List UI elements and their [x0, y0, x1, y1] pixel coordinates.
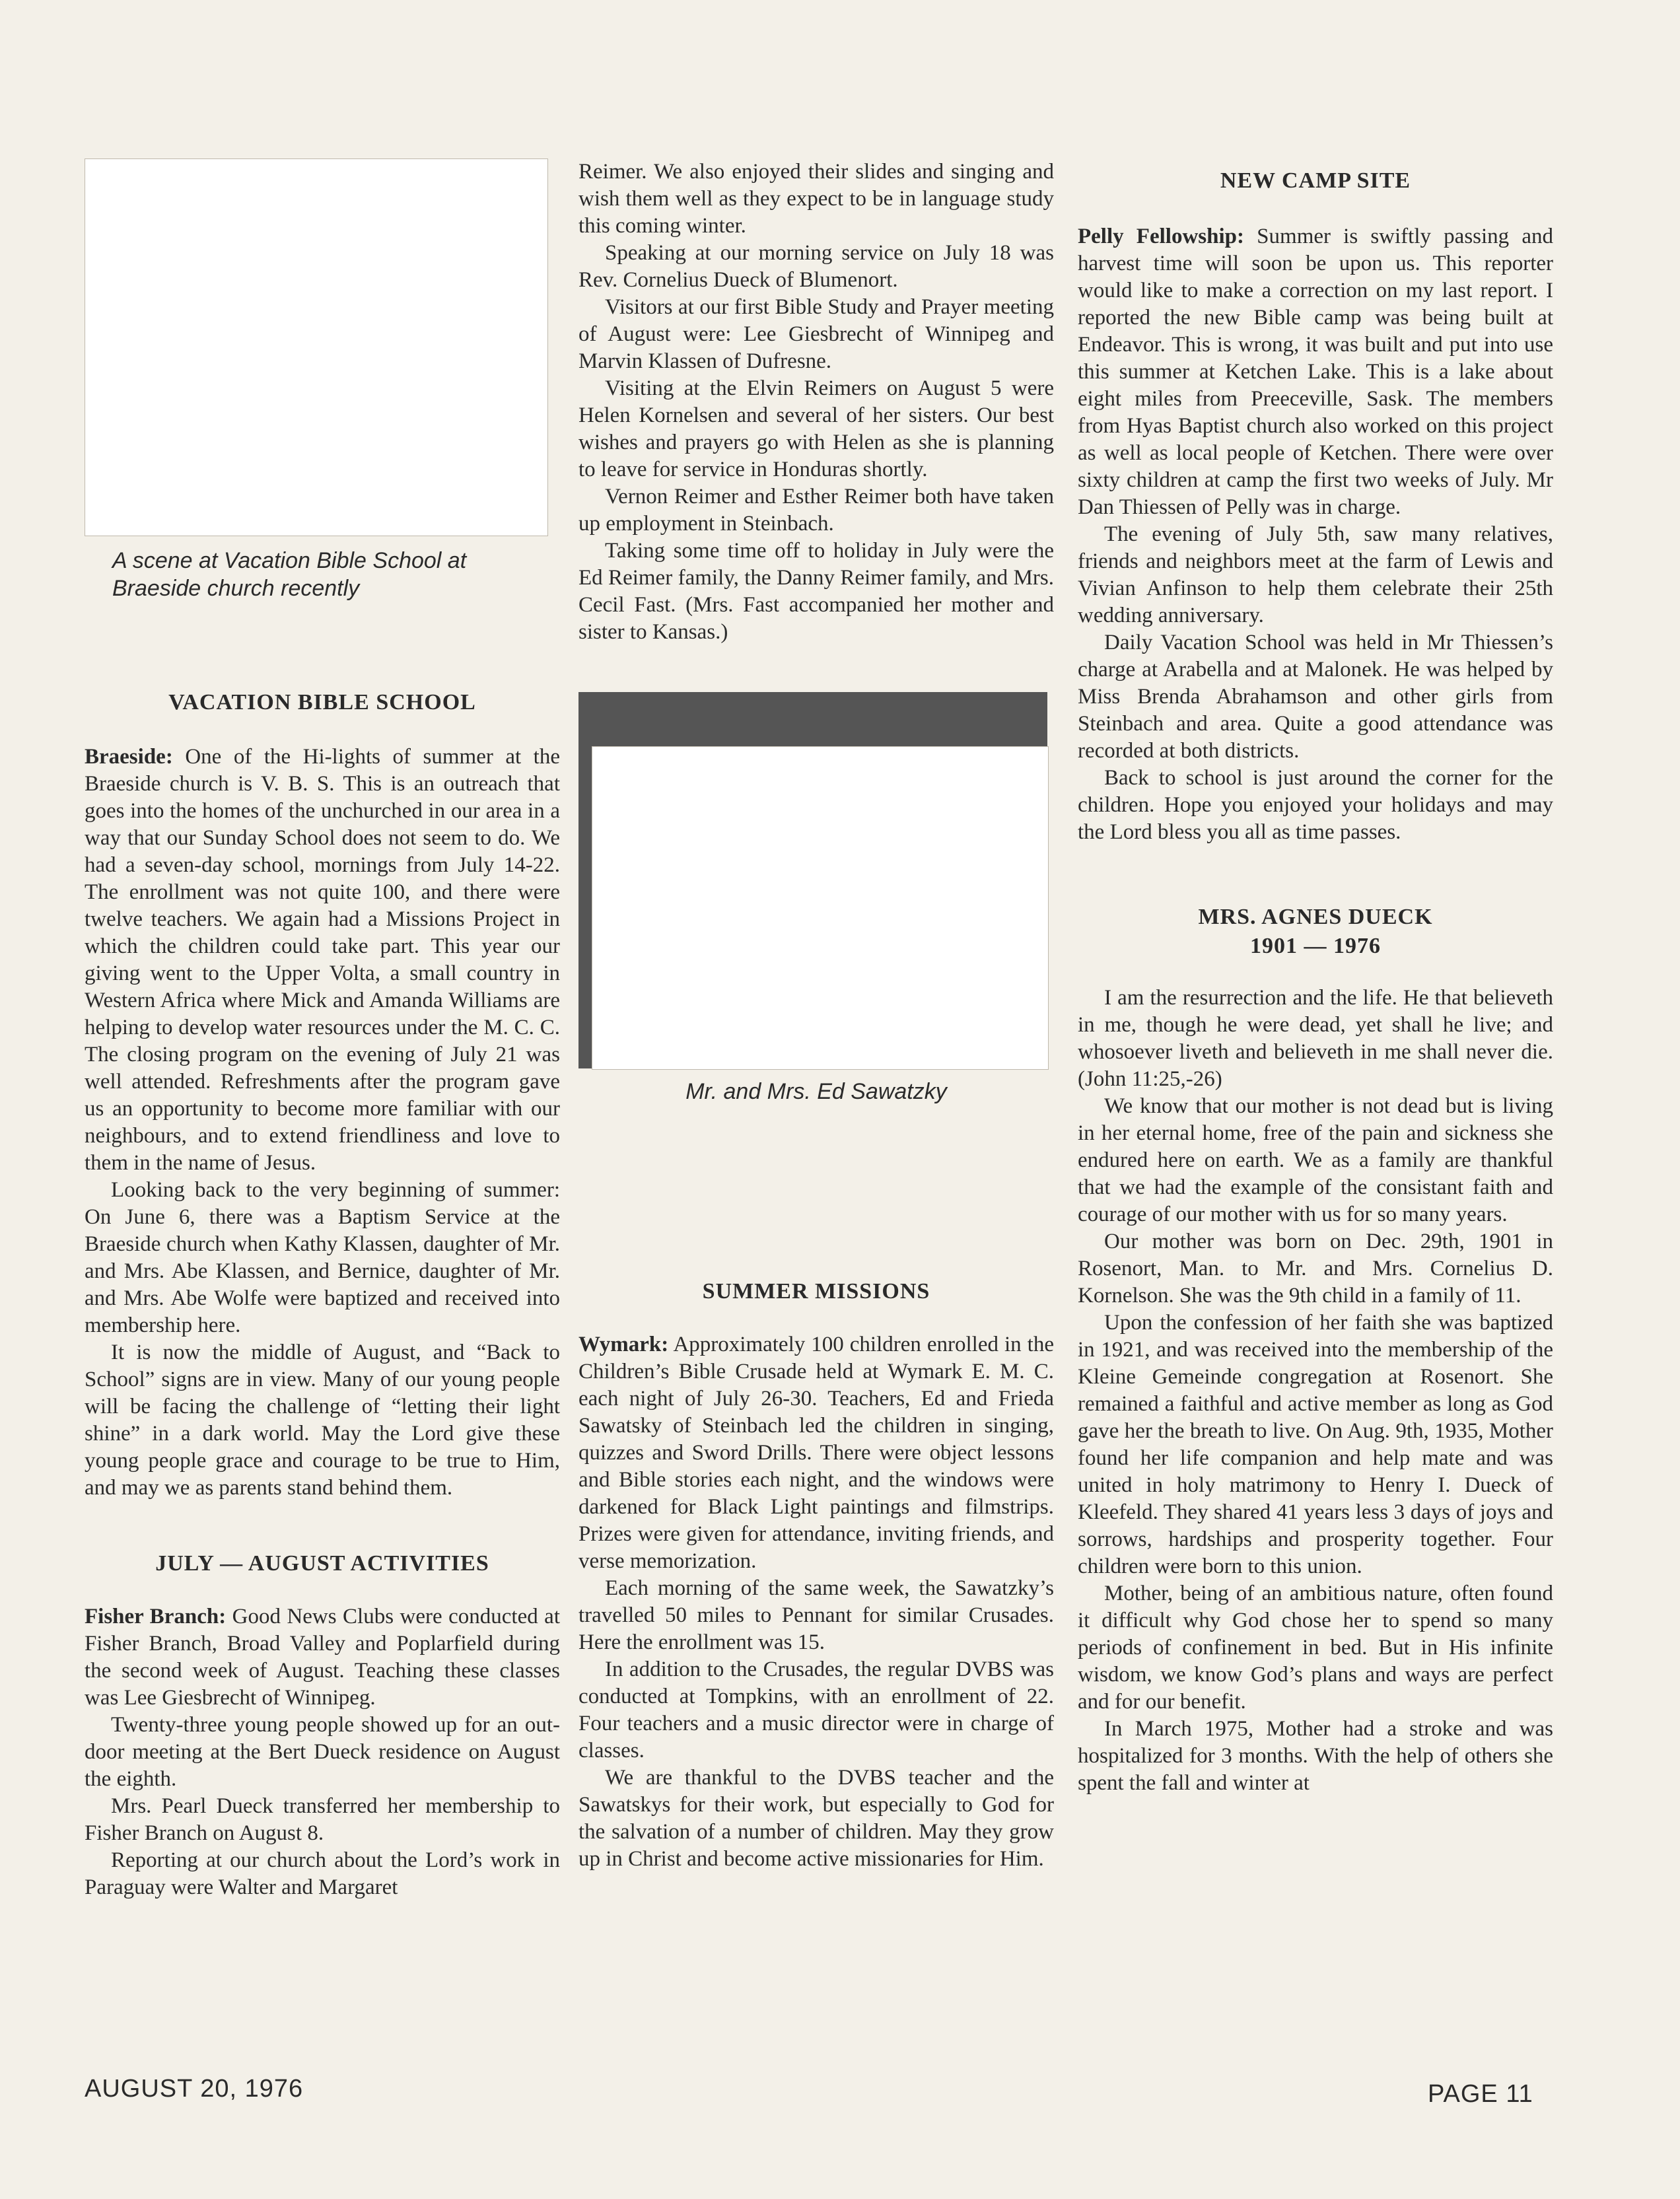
footer-date: AUGUST 20, 1976 [85, 2075, 304, 2103]
column-2 [578, 158, 1054, 1873]
col2-paragraph-5: Vernon Reimer and Esther Reimer both have taken up employment in Steinbach. [578, 485, 1054, 536]
july-lead: Fisher Branch: [85, 1605, 227, 1628]
col2-paragraph-6: Taking some time off to holiday in July were the Ed Reimer family, the Danny Reimer family, and Mrs. Cecil Fast. (Mrs. Fast accompanied her mother and sister to Kansas.) [578, 539, 1054, 644]
missions-paragraph-2: Each morning of the same week, the Sawatzky’s travelled 50 miles to Pennant for similar Crusades. Here the enrollment was 15. [578, 1576, 1054, 1654]
col2-paragraph-2: Speaking at our morning service on July 18 was Rev. Cornelius Dueck of Blumenort. [578, 241, 1054, 292]
obit-paragraph-2: We know that our mother is not dead but is living in her eternal home, free of the pain and sickness she endured here on earth. We as a family are thankful that we had the example of the consistant faith and courage of our mother with us for so many years. [1078, 1094, 1553, 1226]
vbs-paragraph-1 [85, 744, 560, 1177]
obituary-dates: 1901 — 1976 [1250, 934, 1381, 958]
obit-paragraph-3: Our mother was born on Dec. 29th, 1901 in Rosenort, Man. to Mr. and Mrs. Cornelius D. Kornelson. She was the 9th child in a family of 11. [1078, 1230, 1553, 1308]
obituary-heading: MRS. AGNES DUECK [1198, 905, 1433, 929]
missions-paragraph-4: We are thankful to the DVBS teacher and the Sawatskys for their work, but especially to God for the salvation of a number of children. May they grow up in Christ and become active missionaries for Him. [578, 1766, 1054, 1871]
vbs-paragraph-2: Looking back to the very beginning of summer: On June 6, there was a Baptism Service at the Braeside church when Kathy Klassen, daughter of Mr. and Mrs. Abe Klassen, and Bernice, daughter of Mr. and Mrs. Abe Wolfe were baptized and received into membership here. [85, 1178, 560, 1337]
july-paragraph-4: Reporting at our church about the Lord’s work in Paraguay were Walter and Margaret [85, 1848, 560, 1899]
sawatzky-photo [578, 692, 1047, 1068]
july-august-heading: JULY — AUGUST ACTIVITIES [155, 1551, 489, 1576]
col2-paragraph-4: Visiting at the Elvin Reimers on August 5 were Helen Kornelsen and several of her sisters. Our best wishes and prayers go with Helen as she is planning to leave for service in Honduras shortly. [578, 376, 1054, 481]
col2-paragraph-3: Visitors at our first Bible Study and Prayer meeting of August were: Lee Giesbrecht of Winnipeg and Marvin Klassen of Dufresne. [578, 295, 1054, 373]
camp-lead: Pelly Fellowship: [1078, 225, 1244, 248]
camp-paragraph-4: Back to school is just around the corner for the children. Hope you enjoyed your holidays and may the Lord bless you all as time passes. [1078, 766, 1553, 844]
vbs-photo [85, 158, 548, 536]
camp-paragraph-2: The evening of July 5th, saw many relatives, friends and neighbors meet at the farm of Lewis and Vivian Anfinson to help them celebrate their 25th wedding anniversary. [1078, 522, 1553, 627]
vbs-text-1: One of the Hi-lights of summer at the Braeside church is V. B. S. This is an outreach that goes into the homes of the unchurched in our area in a way that our Sunday School does not seem to do. We had a seven-day school, mornings from July 14-22. The enrollment was not quite 100, and there were twelve teachers. We again had a Missions Project in which the children could take part. This year our giving went to the Upper Volta, a small country in Western Africa where Mick and Amanda Williams are helping to develop water resources under the M. C. C. The closing program on the evening of July 21 was well attended. Refreshments after the program gave us an opportunity to become more familiar with our neighbours, and to extend friendliness and love to them in the name of Jesus. [85, 745, 560, 1175]
new-camp-site-heading: NEW CAMP SITE [1220, 168, 1411, 193]
obit-paragraph-1: I am the resurrection and the life. He that believeth in me, though he were dead, yet shall he live; and whosoever liveth and believeth in me shall never die. (John 11:25,-26) [1078, 986, 1553, 1091]
footer-page-number: PAGE 11 [1428, 2080, 1533, 2108]
sawatzky-photo-blank [592, 746, 1049, 1070]
july-text-1: Good News Clubs were conducted at Fisher Branch, Broad Valley and Poplarfield during the second week of August. Teaching these classes was Lee Giesbrecht of Winnipeg. [85, 1605, 560, 1710]
july-paragraph-2: Twenty-three young people showed up for an out-door meeting at the Bert Dueck residence on August the eighth. [85, 1713, 560, 1791]
camp-paragraph-1 [1078, 223, 1553, 521]
obit-paragraph-6: In March 1975, Mother had a stroke and was hospitalized for 3 months. With the help of others she spent the fall and winter at [1078, 1717, 1553, 1795]
missions-paragraph-1 [578, 1331, 1054, 1575]
vbs-photo-caption: A scene at Vacation Bible School at Braeside church recently [112, 548, 467, 601]
july-paragraph-1 [85, 1603, 560, 1712]
obit-paragraph-4: Upon the confession of her faith she was baptized in 1921, and was received into the membership of the Kleine Gemeinde congregation at Rosenort. She remained a faithful and active member as long as God gave her the breath to live. On Aug. 9th, 1935, Mother found her life companion and help mate and was united in holy matrimony to Henry I. Dueck of Kleefeld. They shared 41 years less 3 days of joys and sorrows, hardships and prosperity together. Four children were born to this union. [1078, 1311, 1553, 1578]
obit-paragraph-5: Mother, being of an ambitious nature, often found it difficult why God chose her to spend so many periods of confinement in bed. But in His infinite wisdom, we know God’s plans and ways are perfect and for our benefit. [1078, 1582, 1553, 1714]
vbs-heading: VACATION BIBLE SCHOOL [168, 690, 476, 715]
missions-lead: Wymark: [578, 1333, 669, 1356]
camp-paragraph-3: Daily Vacation School was held in Mr Thiessen’s charge at Arabella and at Malonek. He was helped by Miss Brenda Abrahamson and other girls from Steinbach and area. Quite a good attendance was recorded at both districts. [1078, 631, 1553, 763]
missions-text-1: Approximately 100 children enrolled in the Children’s Bible Crusade held at Wymark E. M. C. each night of July 26-30. Teachers, Ed and Frieda Sawatsky of Steinbach led the children in singing, quizzes and Sword Drills. There were object lessons and Bible stories each night, and the windows were darkened for Black Light paintings and filmstrips. Prizes were given for attendance, inviting friends, and verse memorization. [578, 1333, 1054, 1573]
column-1 [85, 158, 560, 1901]
missions-paragraph-3: In addition to the Crusades, the regular DVBS was conducted at Tompkins, with an enrollment of 22. Four teachers and a music director were in charge of classes. [578, 1658, 1054, 1763]
vbs-lead: Braeside: [85, 745, 173, 769]
summer-missions-heading: SUMMER MISSIONS [702, 1279, 930, 1304]
july-paragraph-3: Mrs. Pearl Dueck transferred her membership to Fisher Branch on August 8. [85, 1794, 560, 1845]
sawatzky-photo-caption: Mr. and Mrs. Ed Sawatzky [685, 1079, 947, 1104]
camp-text-1: Summer is swiftly passing and harvest time will soon be upon us. This reporter would like to make a correction on my last report. I reported the new Bible camp was being built at Endeavor. This is wrong, it was built and put into use this summer at Ketchen Lake. This is a lake about eight miles from Preeceville, Sask. The members from Hyas Baptist church also worked on this project as well as local people of Ketchen. There were over sixty children at camp the first two weeks of July. Mr Dan Thiessen of Pelly was in charge. [1078, 225, 1553, 519]
column-3 [1078, 158, 1553, 1797]
vbs-paragraph-3: It is now the middle of August, and “Back to School” signs are in view. Many of our young people will be facing the challenge of “letting their light shine” in a dark world. May the Lord give these young people grace and courage to be true to Him, and may we as parents stand behind them. [85, 1341, 560, 1500]
col2-paragraph-1: Reimer. We also enjoyed their slides and singing and wish them well as they expect to be in language study this coming winter. [578, 160, 1054, 238]
